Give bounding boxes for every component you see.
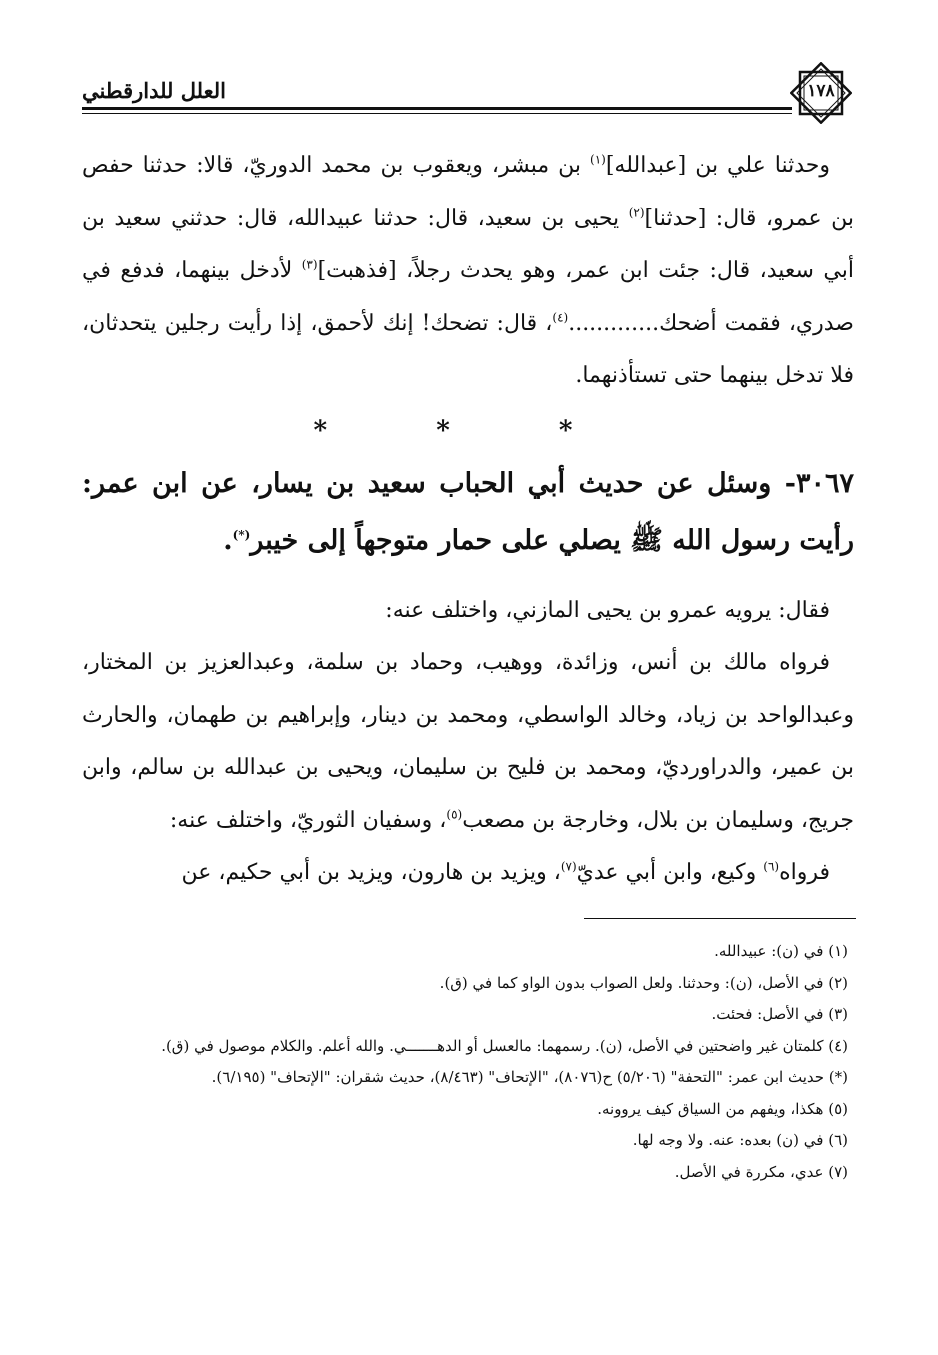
text-run: ٣٠٦٧- وسئل عن حديث أبي الحباب سعيد بن يسار، عن ابن عمر: رأيت رسول الله ﷺ يصلي على حمار متوجهاً إلى خيبر (82, 467, 854, 556)
footnote-ref-5: (٥) (446, 807, 463, 822)
running-title: العلل للدارقطني (82, 78, 226, 103)
question-heading (82, 455, 854, 569)
footnote-2: (٢) في الأصل، (ن): وحدثنا. ولعل الصواب بدون الواو كما في (ق). (439, 973, 848, 992)
text-run: وحدثنا علي بن [عبدالله] (605, 153, 830, 178)
footnote-1: (١) في (ن): عبيدالله. (714, 942, 848, 960)
paragraph-answer: فقال: يرويه عمرو بن يحيى المازني، واختلف عنه: (385, 597, 830, 623)
footnote-ref-4: (٤) (552, 310, 569, 325)
paragraph-hadith-narration (82, 140, 854, 403)
footnote-ref-7: (٧) (560, 859, 577, 874)
paragraph-narrators (82, 637, 854, 847)
page-number-badge (790, 62, 852, 124)
footnote-7: (٧) عدي، مكررة في الأصل. (674, 1162, 848, 1181)
footnote-ref-3: (٣) (301, 257, 318, 272)
text-run: فرواه مالك بن أنس، وزائدة، ووهيب، وحماد بن سلمة، وعبدالعزيز بن المختار، وعبدالواحد بن زياد، وخالد الواسطي، ومحمد بن دينار، وإبراهيم بن طهمان، والحارث بن عمير، والدراورديّ، ومحمد بن فليح بن سليمان، ويحيى بن عبدالله بن سالم، وابن جريج، وسليمان بن بلال، وخارجة بن مصعب (82, 650, 854, 833)
text-run: بن مبشر، ويعقوب بن محمد الدوريّ، قالا: حدثنا حفص بن عمرو، قال: [حدثنا] (82, 153, 855, 231)
footnote-4: (٤) كلمتان غير واضحتين في الأصل، (ن). رسمهما: مالعسل أو الدهـــــــي. والله أعلم. والكلام موصول في (ق). (161, 1036, 848, 1055)
footnote-ref-6: (٦) (763, 859, 780, 874)
footnotes (82, 936, 854, 1188)
main-text (82, 140, 854, 900)
text-run: ، قال: تضحك! إنك لأحمق، إذا رأيت رجلين يتحدثان، فلا تدخل بينهما حتى تستأذنهما. (82, 310, 854, 388)
footnote-5: (٥) هكذا، ويفهم من السياق كيف يروونه. (597, 1099, 848, 1118)
footnote-ref-2: (٢) (628, 205, 645, 220)
header-rule-thick (82, 107, 792, 110)
footnote-6: (٦) في (ن) بعده: عنه. ولا وجه لها. (632, 1131, 848, 1149)
header-rule-thin (82, 113, 792, 114)
footnote-ref-1: (١) (590, 152, 606, 167)
page-number: ١٧٨ (807, 81, 835, 101)
footnote-ref-star: (*) (232, 527, 251, 542)
text-run: ، وسفيان الثوريّ، واختلف عنه: (169, 807, 447, 833)
paragraph-narrators-2 (82, 847, 854, 900)
page-header (82, 62, 852, 124)
text-run: وكيع، وابن أبي عديّ (576, 860, 764, 885)
footnote-separator (584, 918, 856, 919)
text-run: ، ويزيد بن هارون، ويزيد بن أبي حكيم، عن (181, 860, 561, 885)
text-run: فرواه (779, 860, 830, 885)
text-run: يحيى بن سعيد، قال: حدثنا عبيدالله، قال: حدثني سعيد بن أبي سعيد، قال: جئت ابن عمر، وهو يحدث رجلاً، [فذهبت] (82, 205, 854, 283)
text-run: . (223, 524, 233, 556)
text-run: لأدخل بينهما، فدفع في صدري، فقمت أضحك............. (82, 258, 854, 336)
footnote-3: (٣) في الأصل: فحئت. (711, 1005, 848, 1023)
footnote-star: (*) حديث ابن عمر: "التحفة" (٥/٢٠٦) ح(٨٠٧٦)، "الإتحاف" (٨/٤٦٣)، حديث شقران: "الإتحاف" (٦/١٩٥). (211, 1068, 848, 1086)
section-separator: * * * (313, 415, 623, 446)
